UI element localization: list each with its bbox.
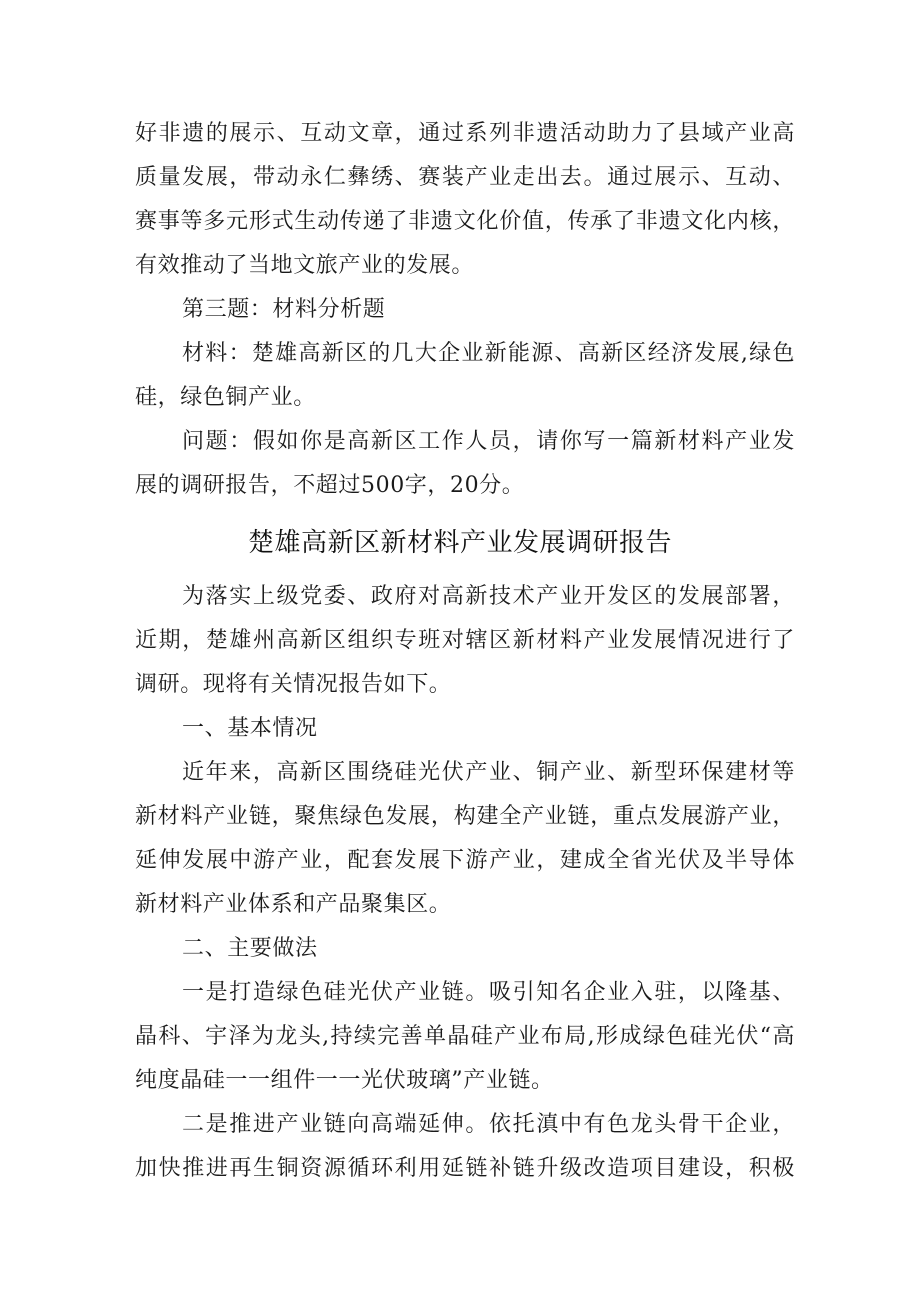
practice2-line-2: 加快推进再生铜资源循环利用延链补链升级改造项目建设，积极 xyxy=(135,1156,795,1181)
report-intro-line-1: 为落实上级党委、政府对高新技术产业开发区的发展部署， xyxy=(182,584,795,609)
material-line-1: 材料：楚雄高新区的几大企业新能源、高新区经济发展,绿色 xyxy=(182,341,795,366)
report-intro-line-3: 调研。现将有关情况报告如下。 xyxy=(135,672,452,697)
question-line-1: 问题：假如你是高新区工作人员，请你写一篇新材料产业发 xyxy=(182,429,795,454)
intro-line-2: 质量发展，带动永仁彝绣、赛装产业走出去。通过展示、互动、 xyxy=(135,165,795,190)
question-heading: 第三题：材料分析题 xyxy=(182,297,386,322)
section1-line-4: 新材料产业体系和产品聚集区。 xyxy=(135,892,452,917)
intro-line-3: 赛事等多元形式生动传递了非遗文化价值，传承了非遗文化内核， xyxy=(135,209,795,234)
section1-line-1: 近年来，高新区围绕硅光伏产业、铜产业、新型环保建材等 xyxy=(182,760,795,785)
report-intro-line-2: 近期，楚雄州高新区组织专班对辖区新材料产业发展情况进行了 xyxy=(135,628,795,653)
section1-heading: 一、基本情况 xyxy=(182,716,318,741)
practice2-line-1: 二是推进产业链向高端延伸。依托滇中有色龙头骨干企业， xyxy=(182,1112,795,1137)
section2-heading: 二、主要做法 xyxy=(182,936,318,961)
practice1-line-1: 一是打造绿色硅光伏产业链。吸引知名企业入驻，以隆基、 xyxy=(182,980,795,1005)
practice1-line-3: 纯度晶硅一一组件一一光伏玻璃”产业链。 xyxy=(135,1068,554,1093)
report-title: 楚雄高新区新材料产业发展调研报告 xyxy=(247,528,672,558)
intro-line-1: 好非遗的展示、互动文章，通过系列非遗活动助力了县域产业高 xyxy=(135,121,795,146)
question-line-2: 展的调研报告，不超过500字，20分。 xyxy=(135,473,525,498)
section1-line-3: 延伸发展中游产业，配套发展下游产业，建成全省光伏及半导体 xyxy=(135,848,795,873)
intro-line-4: 有效推动了当地文旅产业的发展。 xyxy=(135,253,475,278)
material-line-2: 硅，绿色铜产业。 xyxy=(135,385,316,410)
section1-line-2: 新材料产业链，聚焦绿色发展，构建全产业链，重点发展游产业， xyxy=(135,804,795,829)
practice1-line-2: 晶科、宇泽为龙头,持续完善单晶硅产业布局,形成绿色硅光伏“高 xyxy=(135,1024,795,1049)
